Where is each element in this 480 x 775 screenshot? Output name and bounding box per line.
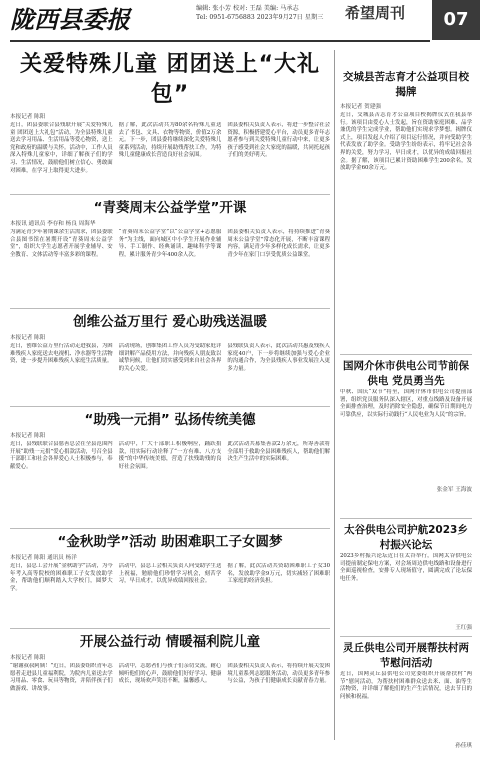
section-title: 希望周刊 — [345, 4, 406, 22]
column-divider — [334, 50, 335, 740]
article-body: 近日，交城县苦志育才公益项目校揭牌仪式在我县举行。该项目由爱心人士发起，旨在资助家庭困难、品学兼优的学生完成学业，帮助他们实现求学梦想。揭牌仪式上，项目发起人介绍了项目运行情况，并向受助学生代表发放了助学金。受助学生纷纷表示，将牢记社会各界的关爱，努力学习，早日成才，以优异的成绩回报社会。据了解，该项目已累计资助困难学生200余名，发放助学金60余万元。 — [340, 112, 472, 172]
divider — [340, 354, 472, 355]
article-column: 据了解，此次活动共资助困难职工子女30名，发放助学金9万元，切实减轻了困难职工家庭的经济负担。 — [227, 563, 331, 585]
masthead-logo — [10, 4, 140, 34]
article-title: 开展公益行动 情暖福利院儿童 — [79, 634, 261, 650]
author-sign: 孙佳琪 — [455, 743, 472, 749]
article-column: 活动中，广大干部职工积极响应，踊跃捐款，用实际行动诠释了“一方有难、八方支援”的中华传统美德，营造了扶残助残的良好社会氛围。 — [118, 441, 222, 470]
article-column: “青葵周末公益学堂”以“公益学堂+志愿服务”为主线，面向城区中小学生开展作业辅导、手工制作、经典诵读、趣味科学等课程，累计服务青少年400余人次。 — [118, 229, 222, 258]
article-body — [10, 229, 330, 315]
editor-line: 编辑: 张小芳 校对: 王磊 美编: 马承志 — [196, 5, 299, 12]
article-column: 团县委相关负责人表示，将持续开展关爱困境儿童系列志愿服务活动，动员更多青年参与公益，为孩子们健康成长贡献青春力量。 — [227, 663, 331, 685]
author-sign: 张金军 王海波 — [436, 487, 472, 493]
article-title: 创维公益万里行 爱心助残送温暖 — [73, 314, 267, 330]
author-sign: 王红强 — [455, 625, 472, 631]
svg-text:陇西县委报: 陇西县委报 — [10, 5, 130, 34]
header-meta — [196, 4, 346, 22]
header-rule — [10, 40, 430, 42]
article-column: 活动中，志愿者们与孩子们亲切交流，耐心倾听他们的心声，鼓励他们好好学习、健康成长，现场欢声笑语不断，温馨感人。 — [118, 663, 222, 685]
article-body: 2023乡村振兴论坛近日在太谷举行，国网太谷供电公司提前制定保电方案，对会场周边供电线路和设备进行全面巡视检查，安排专人现场值守，圆满完成了论坛保电任务。 — [340, 553, 472, 582]
article-column: 近日，县总工会开展“金秋助学”活动，为今年考入高等院校的困难职工子女发放助学金，帮助他们顺利踏入大学校门，圆梦大学。 — [10, 563, 113, 592]
article-byline: 本报记者 陈阳 — [10, 655, 46, 661]
side-article-1 — [340, 70, 472, 338]
article-title: “青葵周末公益学堂”开课 — [93, 200, 247, 216]
article-column: 近日，县残联联合县慈善总会在全县范围内开展“助残一元捐”爱心捐款活动，号召全县干部职工和社会各界爱心人士积极参与，奉献爱心。 — [10, 441, 113, 470]
article-body: 中秋、国庆“双节”将至，国网介休市供电公司提前部署，组织党员服务队深入辖区，对重点线路及设备开展全面排查治理，及时消除安全隐患，确保节日期间电力可靠供应，以实际行动践行“人民电业为人民”的宗旨。 — [340, 389, 472, 418]
article-column: 近日，创维公益万里行活动走进我县，为困难残疾人家庭送去电视机、净水器等生活物资，进一步提升困难残疾人家庭生活质量。 — [10, 343, 113, 365]
divider — [10, 628, 330, 629]
article-byline: 本报记者 陈阳 — [10, 433, 46, 439]
article-byline: 本报记者 陈阳 — [10, 114, 46, 120]
article-title: 国网介休市供电公司节前保供电 党员勇当先 — [343, 360, 469, 387]
article-column: “谢谢叔叔阿姨！”近日，团县委组织青年志愿者走进县儿童福利院，为院内儿童送去学习用品、零食、玩具等物资，并陪伴孩子们做游戏、讲故事。 — [10, 663, 113, 692]
article-column: 据了解，此次活动共为80余名特殊儿童送去了书包、文具、衣物等物资，价值2万余元。下一步，团县委将继续深化关爱特殊儿童系列活动，持续开展助残帮扶工作，为特殊儿童健康成长营造良好社会氛围。 — [118, 122, 222, 159]
article-2 — [10, 190, 330, 315]
divider — [10, 528, 330, 529]
tel-line: Tel: 0951-6756883 2023年9月27日 星期三 — [196, 14, 324, 21]
article-column: 为满足青少年暑期课余生活需求，团县委联合县图书馆在暑期开设“青葵周末公益学堂”，组织大学生志愿者开展学业辅导、安全教育、文体活动等丰富多彩的课程。 — [10, 229, 113, 258]
article-column: 活动现场，创维集团工作人员为受助家庭详细讲解产品使用方法，并向残疾人朋友致以诚挚问候，让他们切实感受到来自社会各界的关心关爱。 — [118, 343, 222, 372]
article-title: 关爱特殊儿童 团团送上“大礼包” — [19, 52, 321, 107]
article-3 — [10, 304, 330, 415]
article-byline: 本报记者 贺建强 — [340, 104, 381, 110]
article-column: 活动中，县总工会相关负责人向受助学生送上祝福，勉励他们珍惜学习机会，刻苦学习，早日成才，以优异成绩回报社会。 — [118, 563, 222, 585]
divider — [340, 518, 472, 519]
article-4 — [10, 402, 330, 539]
article-column: 此次活动共募集善款2万余元，所筹善款将全部用于救助全县困难残疾人，帮助他们解决生产生活中的实际困难。 — [227, 441, 331, 463]
article-byline: 本报记者 陈阳 — [10, 335, 46, 341]
article-title: 交城县苦志育才公益项目校揭牌 — [343, 71, 469, 98]
article-byline: 本报讯 通讯员 李存和 杨良 周海华 — [10, 221, 96, 227]
page-header — [0, 0, 480, 44]
page-number: 07 — [432, 0, 480, 40]
side-article-3 — [340, 514, 472, 631]
divider — [10, 308, 330, 309]
article-column: 近日，团县委联合县残联开展“关爱特殊儿童 团团送上大礼包”活动，为全县特殊儿童送去学习用品、生活用品等爱心物资，送上党和政府的温暖与关怀。活动中，工作人员深入特殊儿童家中，详细了解孩子们的学习、生活情况，鼓励他们树立信心、勇敢面对困难，在学习上取得更大进步。 — [10, 122, 113, 174]
article-title: “助残一元捐” 弘扬传统美德 — [84, 412, 256, 428]
article-title: “金秋助学”活动 助困难职工子女圆梦 — [57, 534, 283, 550]
divider — [10, 194, 330, 195]
article-title: 灵丘供电公司开展帮扶村两节慰问活动 — [343, 642, 469, 669]
article-byline: 本报记者 陈阳 通讯员 杨洋 — [10, 555, 77, 561]
divider — [340, 636, 472, 637]
article-column: 团县委相关负责人表示，将进一步整合社会资源，积极搭建爱心平台，动员更多青年志愿者参与到关爱特殊儿童行动中来，让更多孩子感受到社会大家庭的温暖，共同托起孩子们的美好明天。 — [227, 122, 331, 159]
article-column: 团县委相关负责人表示，将持续推进“青葵周末公益学堂”常态化开展，不断丰富课程内容，满足青少年多样化成长需求，让更多青少年在家门口享受优质公益课堂。 — [227, 229, 331, 258]
article-5 — [10, 524, 330, 639]
divider — [10, 406, 330, 407]
article-6 — [10, 624, 330, 775]
side-article-2 — [340, 350, 472, 493]
article-column: 县残联负责人表示，此次活动共惠及残疾人家庭40户，下一步将继续加强与爱心企业的沟通合作，为全县残疾人事业发展注入更多力量。 — [227, 343, 331, 372]
article-body — [10, 663, 330, 775]
article-title: 太谷供电公司护航2023乡村振兴论坛 — [344, 524, 468, 551]
side-article-4 — [340, 632, 472, 749]
article-body: 近日，国网灵丘县供电公司党委组织开展帮扶村“两节”慰问活动，为帮扶村困难群众送去米、面、油等生活物资，并详细了解他们的生产生活情况，送去节日的问候和祝福。 — [340, 671, 472, 700]
